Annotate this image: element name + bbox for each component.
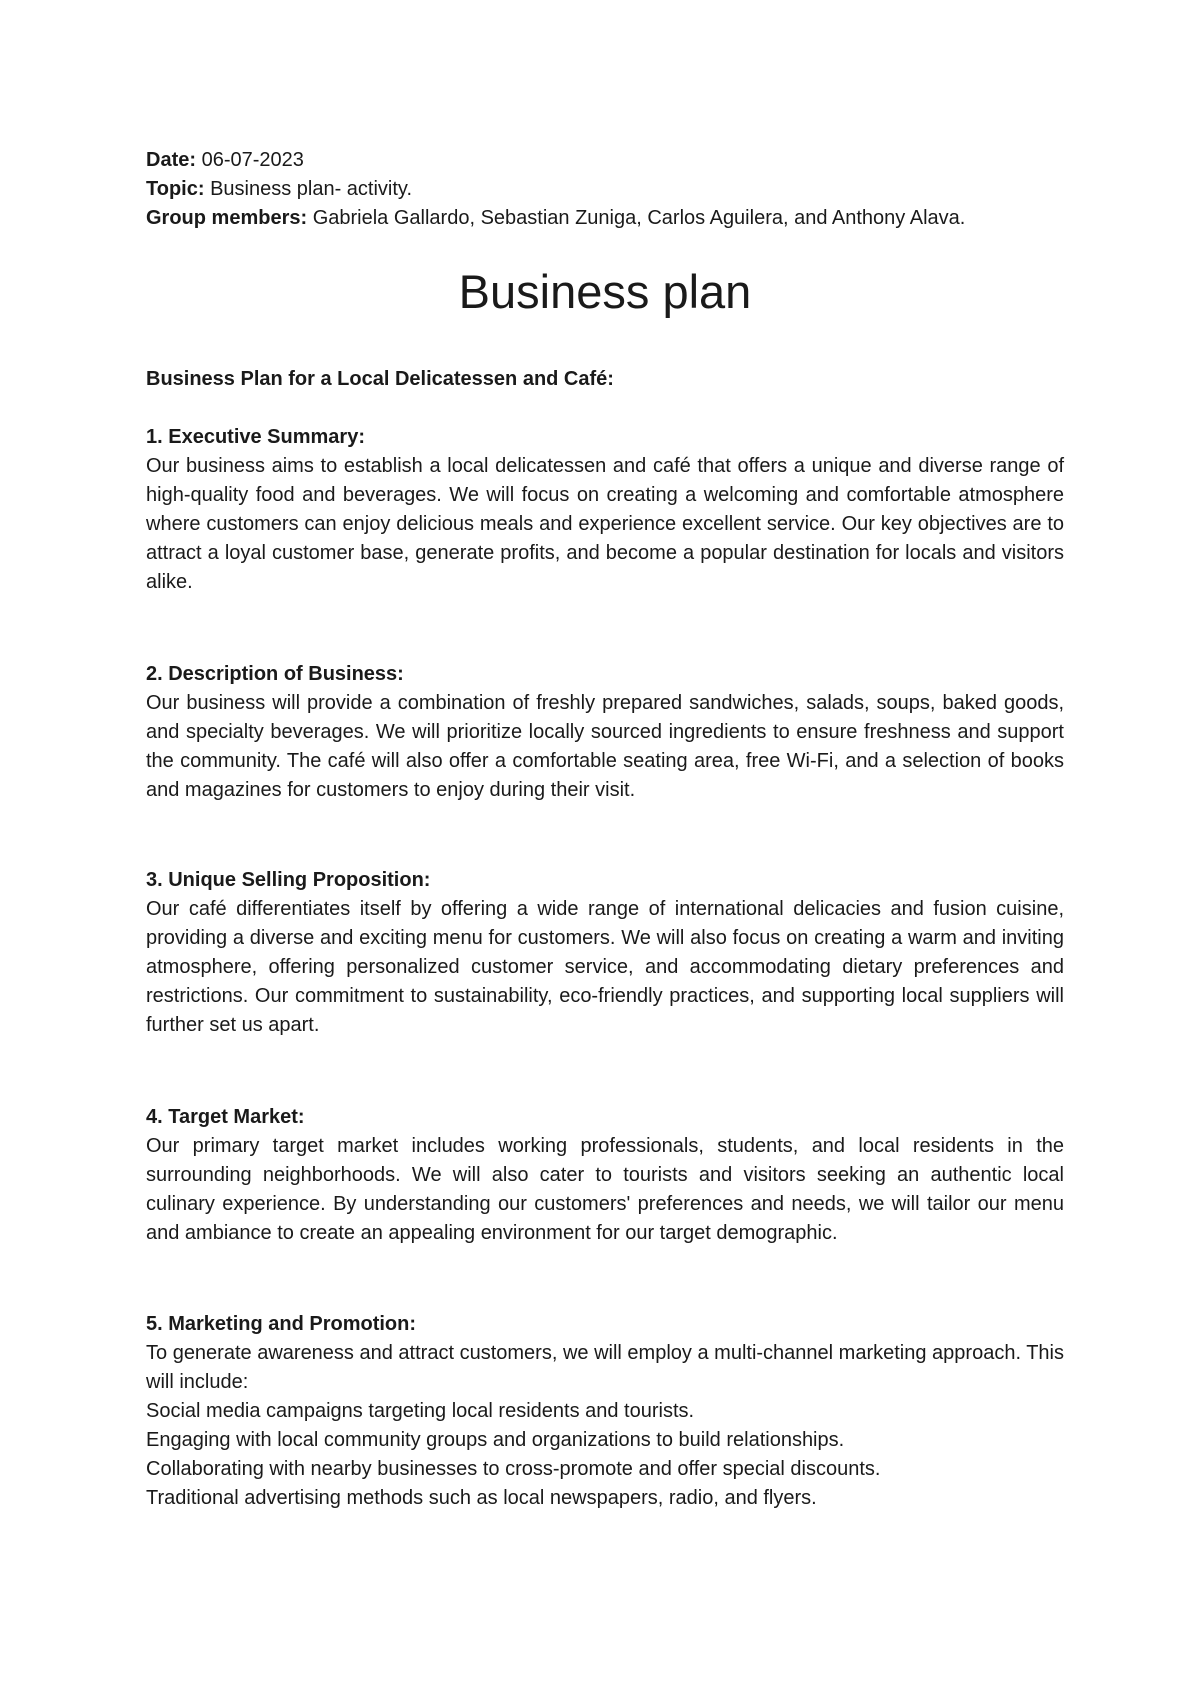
section-heading: 2. Description of Business: [146,663,404,685]
date-line [146,146,1064,175]
section-heading: 4. Target Market: [146,1106,305,1128]
section-unique-selling-proposition [146,866,1064,1040]
topic-value: Business plan- activity. [204,178,413,200]
list-item: Collaborating with nearby businesses to cross-promote and offer special discounts. [146,1458,881,1480]
section-target-market [146,1103,1064,1248]
plan-subtitle: Business Plan for a Local Delicatessen and Café: [146,368,614,390]
topic-line [146,175,1064,204]
date-label: Date: [146,149,197,171]
section-body: Our café differentiates itself by offering a wide range of international delicacies and fusion cuisine, providing a diverse and exciting menu for customers. We will also focus on creating a warm and inviting atmosphere, offering personalized customer service, and accommodating dietary preferences and restrictions. Our commitment to sustainability, eco-friendly practices, and supporting local suppliers will further set us apart. [146,898,1064,1036]
date-value: 06-07-2023 [196,149,304,171]
section-body: Our business aims to establish a local delicatessen and café that offers a unique and diverse range of high-quality food and beverages. We will focus on creating a welcoming and comfortable atmosphere where customers can enjoy delicious meals and experience excellent service. Our key objectives are to attract a loyal customer base, generate profits, and become a popular destination for locals and visitors alike. [146,455,1064,593]
section-description-of-business [146,660,1064,805]
section-heading: 5. Marketing and Promotion: [146,1313,417,1335]
section-body: To generate awareness and attract customers, we will employ a multi-channel marketing approach. This will include: [146,1342,1064,1393]
topic-label: Topic: [146,178,205,200]
section-heading: 1. Executive Summary: [146,426,365,448]
section-body: Our primary target market includes working professionals, students, and local residents in the surrounding neighborhoods. We will also cater to tourists and visitors seeking an authentic local culinary experience. By understanding our customers' preferences and needs, we will tailor our menu and ambiance to create an appealing environment for our target demographic. [146,1135,1064,1244]
section-executive-summary [146,423,1064,597]
list-item: Traditional advertising methods such as local newspapers, radio, and flyers. [146,1487,817,1509]
document-page [146,0,1064,1696]
group-members-value: Gabriela Gallardo, Sebastian Zuniga, Carlos Aguilera, and Anthony Alava. [307,207,966,229]
section-heading: 3. Unique Selling Proposition: [146,869,431,891]
section-body: Our business will provide a combination of freshly prepared sandwiches, salads, soups, baked goods, and specialty beverages. We will prioritize locally sourced ingredients to ensure freshness and support the community. The café will also offer a comfortable seating area, free Wi-Fi, and a selection of books and magazines for customers to enjoy during their visit. [146,692,1064,801]
document-meta [146,146,1064,233]
group-members-label: Group members: [146,207,308,229]
document-title: Business plan [458,265,752,318]
group-members-line [146,204,1064,233]
list-item: Social media campaigns targeting local residents and tourists. [146,1400,695,1422]
list-item: Engaging with local community groups and organizations to build relationships. [146,1429,845,1451]
section-marketing-and-promotion [146,1310,1064,1513]
